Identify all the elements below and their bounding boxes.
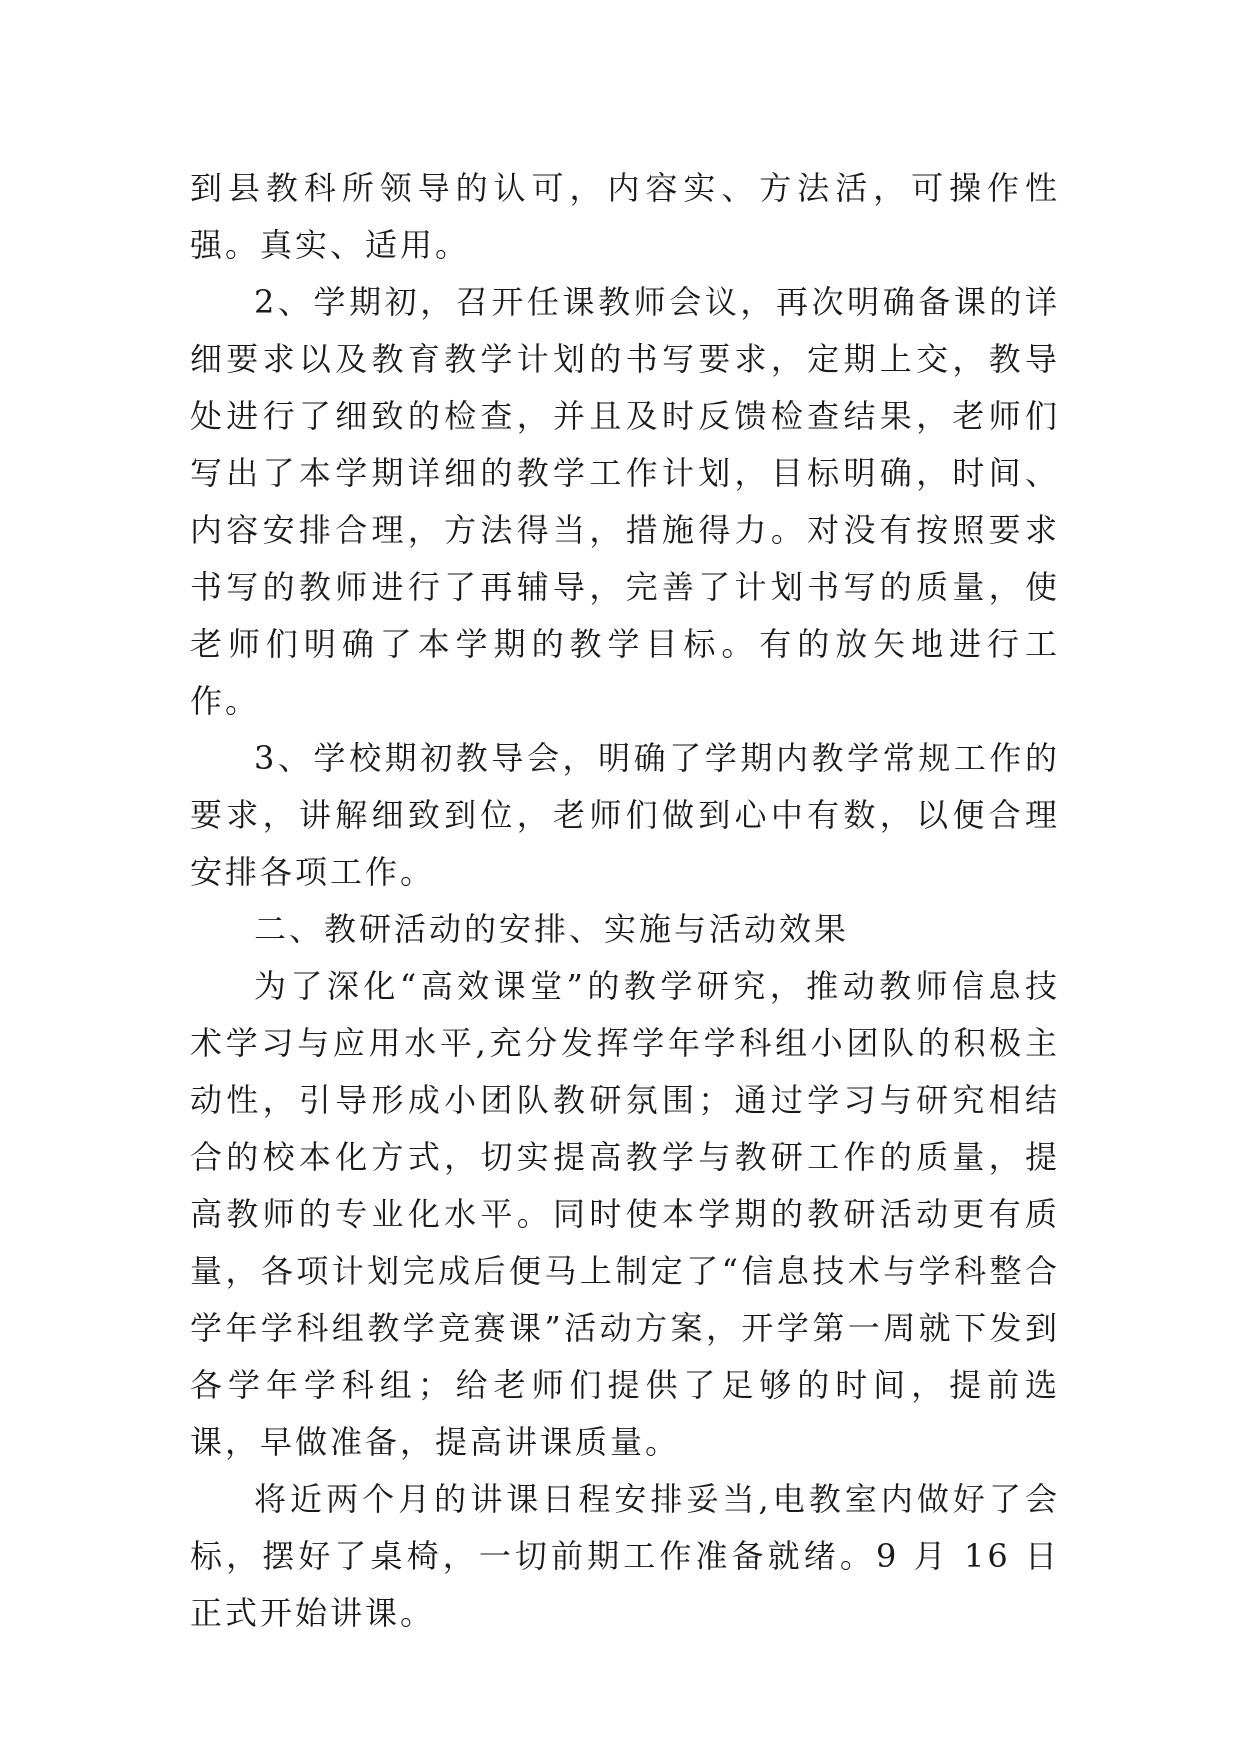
paragraph-continuation: 到县教科所领导的认可，内容实、方法活，可操作性强。真实、适用。 — [190, 169, 1060, 264]
paragraph-item-3: 3、学校期初教导会，明确了学期内教学常规工作的要求，讲解细致到位，老师们做到心中有数，以便合理安排各项工作。 — [190, 739, 1060, 891]
document-body — [190, 160, 1060, 1642]
section-heading: 二、教研活动的安排、实施与活动效果 — [254, 910, 850, 948]
paragraph-schedule: 将近两个月的讲课日程安排妥当,电教室内做好了会标，摆好了桌椅，一切前期工作准备就绪。9 月 16 日正式开始讲课。 — [190, 1480, 1060, 1632]
paragraph-item-2: 2、学期初，召开任课教师会议，再次明确备课的详细要求以及教育教学计划的书写要求，定期上交，教导处进行了细致的检查，并且及时反馈检查结果，老师们写出了本学期详细的教学工作计划，目标明确，时间、内容安排合理，方法得当，措施得力。对没有按照要求书写的教师进行了再辅导，完善了计划书写的质量，使老师们明确了本学期的教学目标。有的放矢地进行工作。 — [190, 283, 1060, 720]
paragraph-research: 为了深化“高效课堂”的教学研究，推动教师信息技术学习与应用水平,充分发挥学年学科组小团队的积极主动性，引导形成小团队教研氛围；通过学习与研究相结合的校本化方式，切实提高教学与教研工作的质量，提高教师的专业化水平。同时使本学期的教研活动更有质量，各项计划完成后便马上制定了“信息技术与学科整合学年学科组教学竞赛课”活动方案，开学第一周就下发到各学年学科组；给老师们提供了足够的时间，提前选课，早做准备，提高讲课质量。 — [190, 967, 1060, 1461]
